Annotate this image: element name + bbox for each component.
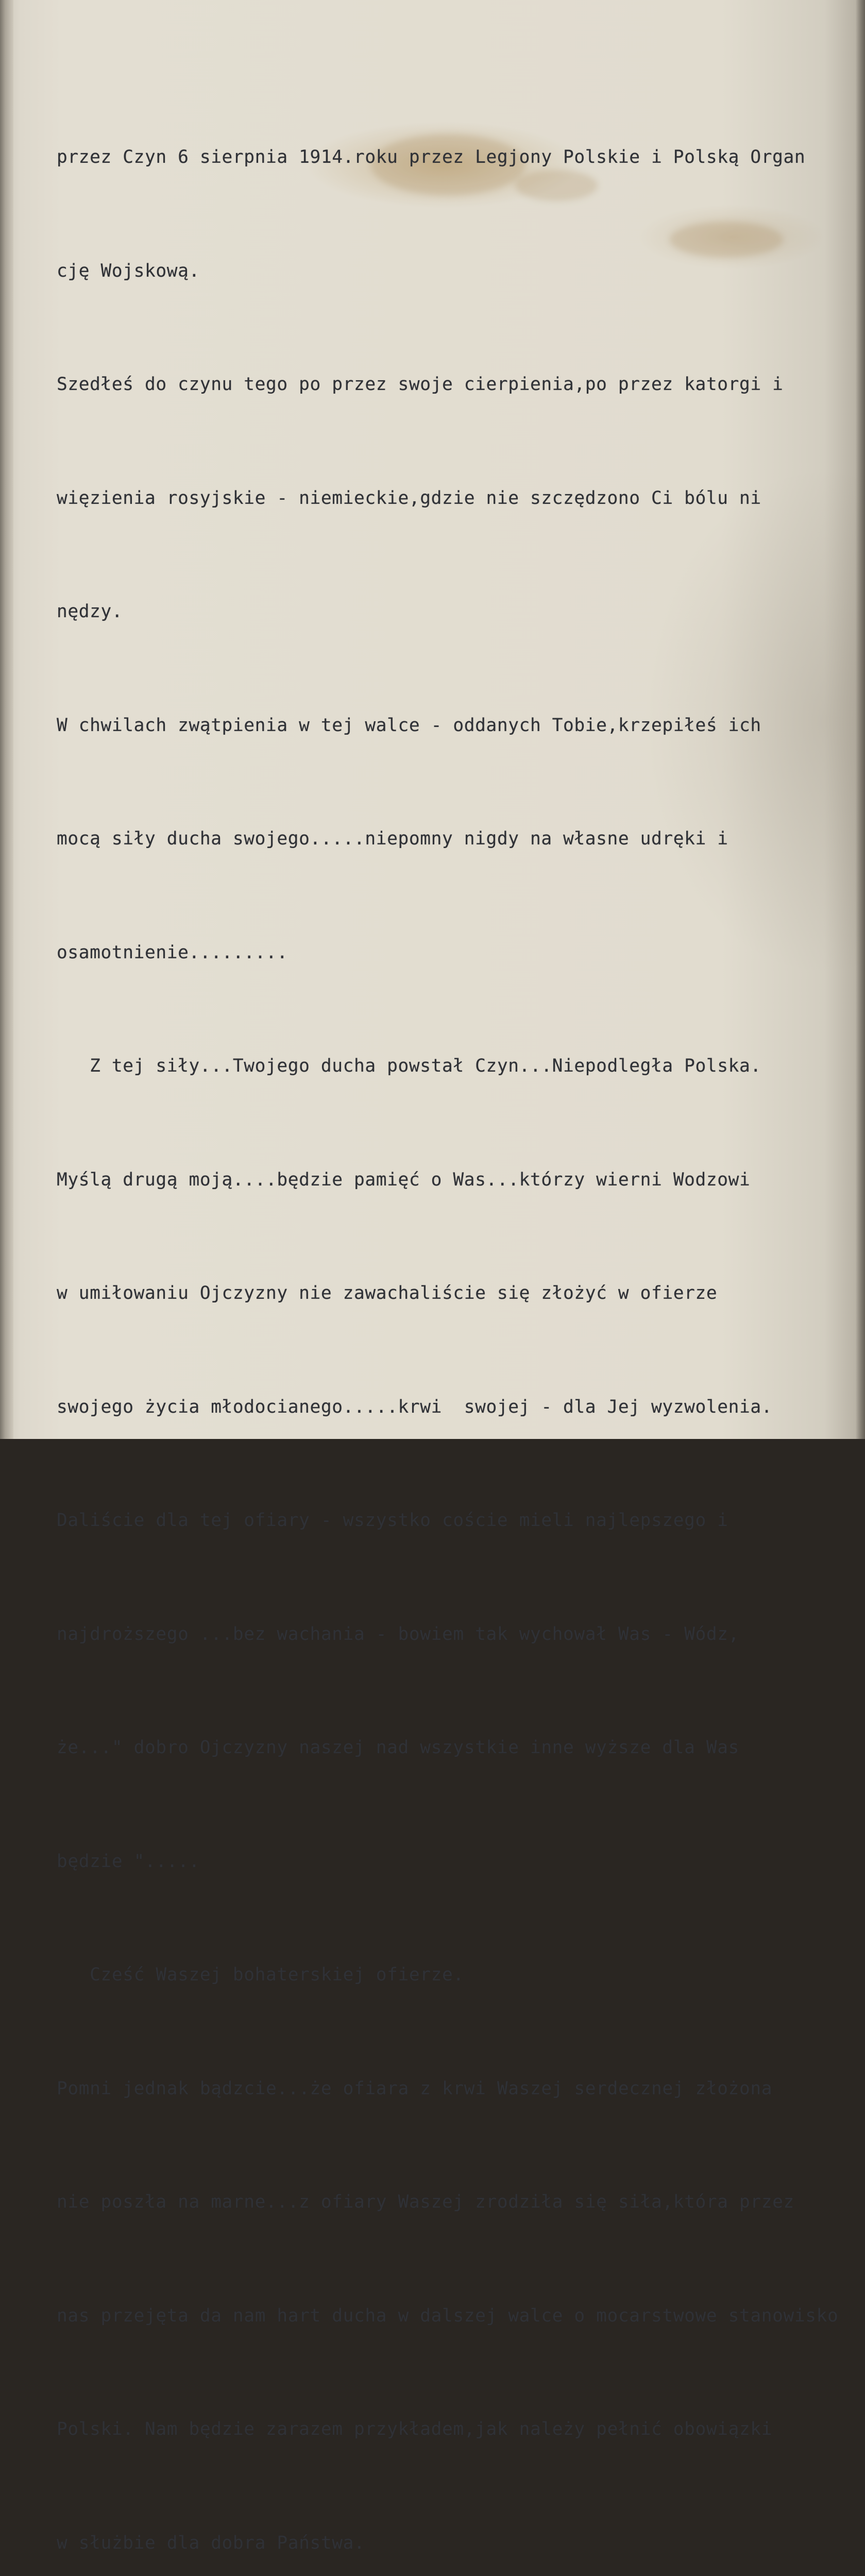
text-line: w służbie dla dobra Państwa.	[57, 2532, 365, 2553]
text-line: najdroższego ...bez wachania - bowiem tak wychował Was - Wódz,	[57, 1623, 739, 1645]
text-line: Pomni jednak bądzcie...że ofiara z krwi Waszej serdecznej złożona	[57, 2078, 773, 2099]
text-line: osamotnienie.........	[57, 942, 288, 963]
text-line: W chwilach zwątpienia w tej walce - oddanych Tobie,krzepiłeś ich	[57, 715, 761, 736]
text-line: swojego życia młodocianego.....krwi swojej - dla Jej wyzwolenia.	[57, 1396, 773, 1417]
page-binding-edge	[0, 0, 13, 1439]
text-line: nie poszła na marne...z ofiary Waszej zrodziła się siła,która przez	[57, 2192, 794, 2212]
text-line: Z tej siły...Twojego ducha powstał Czyn...Niepodległa Polska.	[57, 1056, 761, 1076]
typewritten-text-block	[57, 63, 860, 2576]
text-line: przez Czyn 6 sierpnia 1914.roku przez Legjony Polskie i Polską Organ	[57, 147, 806, 167]
text-line: Myślą drugą moją....będzie pamięć o Was...którzy wierni Wodzowi	[57, 1169, 751, 1190]
text-line: nędzy.	[57, 601, 123, 622]
text-line: będzie ".....	[57, 1851, 200, 1872]
text-line: że..." dobro Ojczyzny naszej nad wszystkie inne wyższe dla Was	[57, 1737, 739, 1758]
text-line: Cześć Waszej bohaterskiej ofierze.	[57, 1964, 464, 1985]
text-line: Szedłeś do czynu tego po przez swoje cierpienia,po przez katorgi i	[57, 374, 784, 395]
text-line: Polski. Nam będzie zarazem przykładem,jak należy pełnić obowiązki	[57, 2419, 773, 2439]
text-line: w umiłowaniu Ojczyzny nie zawachaliście się złożyć w ofierze	[57, 1283, 718, 1303]
text-line: nas przejęta da nam hart ducha w dalszej walce o mocarstwowe stanowisko	[57, 2305, 839, 2326]
text-line: mocą siły ducha swojego.....niepomny nigdy na własne udręki i	[57, 828, 728, 849]
text-line: Daliście dla tej ofiary - wszystko coście mieli najlepszego i	[57, 1510, 728, 1531]
text-line: więzienia rosyjskie - niemieckie,gdzie nie szczędzono Ci bólu ni	[57, 487, 761, 509]
text-line: cję Wojskową.	[57, 260, 200, 281]
